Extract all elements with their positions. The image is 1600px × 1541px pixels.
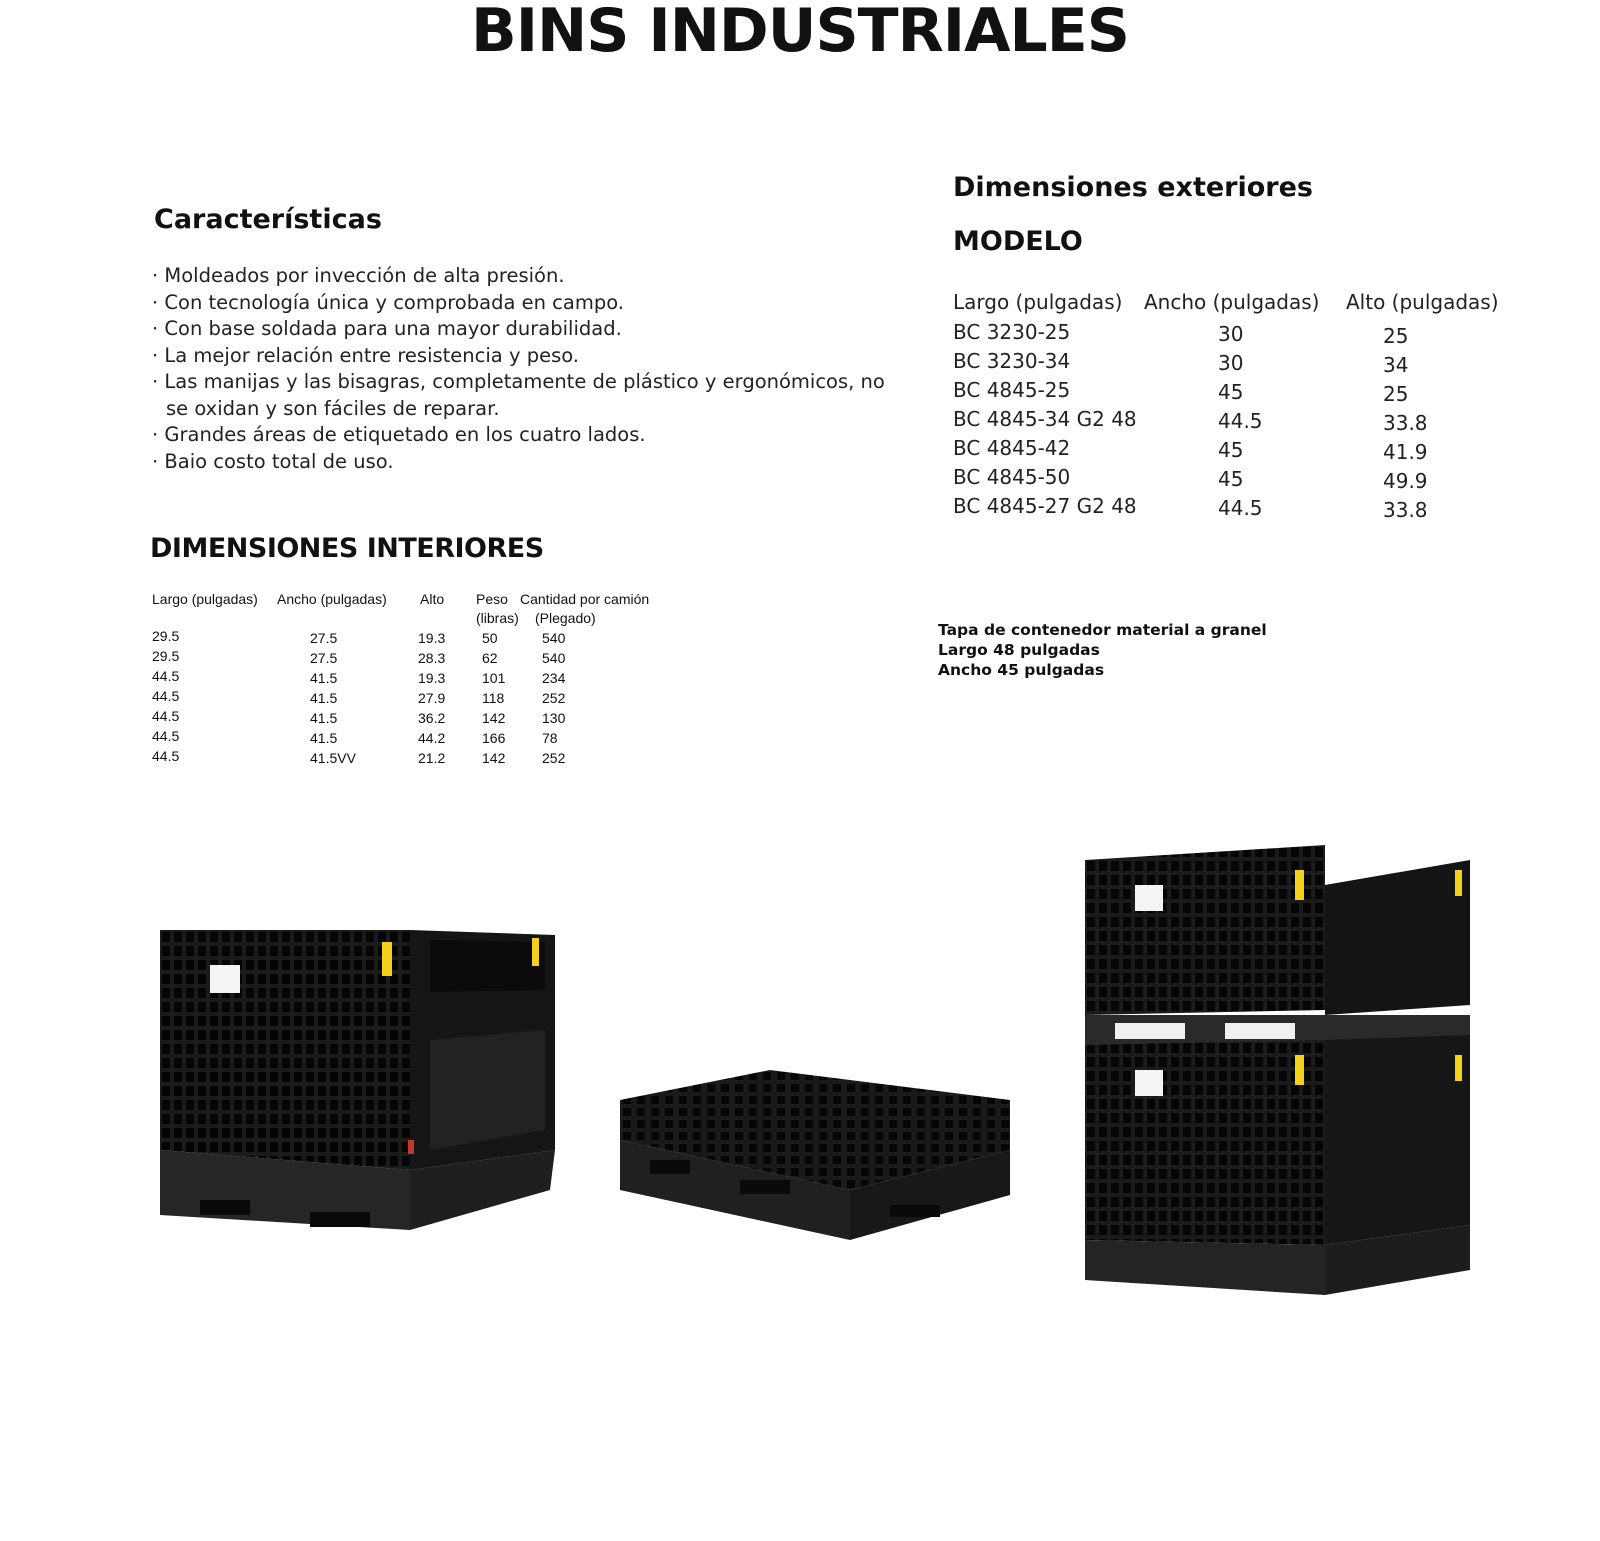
cell-largo: 29.5 [152, 648, 180, 664]
cell-model: BC 4845-25 [953, 378, 1071, 402]
cell-alto: 28.3 [418, 650, 446, 666]
features-list [152, 263, 912, 475]
feature-item: · Con base soldada para una mayor durabilidad. [152, 316, 912, 343]
cell-alto: 33.8 [1383, 498, 1428, 522]
col-header-alto: Alto (pulgadas) [1346, 290, 1499, 314]
feature-item: · La mejor relación entre resistencia y peso. [152, 343, 912, 370]
cell-ancho: 45 [1218, 467, 1244, 491]
cell-largo: 44.5 [152, 668, 180, 684]
feature-item: · Moldeados por invección de alta presión. [152, 263, 912, 290]
col-header-alto: Alto [420, 591, 445, 607]
exterior-dimensions-heading: Dimensiones exteriores [953, 172, 1313, 203]
cell-cantidad: 252 [542, 750, 566, 766]
col-header-cantidad-note: (Plegado) [535, 610, 596, 626]
open-bin-photo [160, 930, 560, 1260]
cell-peso: 101 [482, 670, 506, 686]
interior-dimensions-heading: DIMENSIONES INTERIORES [150, 533, 544, 564]
cell-largo: 44.5 [152, 688, 180, 704]
cell-ancho: 41.5 [310, 690, 338, 706]
cell-alto: 27.9 [418, 690, 446, 706]
cell-peso: 50 [482, 630, 498, 646]
cell-peso: 142 [482, 710, 506, 726]
cell-ancho: 41.5 [310, 730, 338, 746]
col-header-ancho: Ancho (pulgadas) [1144, 290, 1320, 314]
feature-item: · Grandes áreas de etiquetado en los cuatro lados. [152, 422, 912, 449]
col-header-peso: Peso [476, 591, 508, 607]
cell-ancho: 41.5 [310, 670, 338, 686]
cell-peso: 142 [482, 750, 506, 766]
cell-cantidad: 540 [542, 630, 566, 646]
cell-alto: 36.2 [418, 710, 446, 726]
cell-ancho: 44.5 [1218, 496, 1263, 520]
cell-ancho: 45 [1218, 438, 1244, 462]
page-title: BINS INDUSTRIALES [471, 0, 1129, 66]
lid-note-length: Largo 48 pulgadas [938, 641, 1100, 659]
col-header-largo: Largo (pulgadas) [152, 591, 258, 607]
col-header-peso-unit: (libras) [476, 610, 519, 626]
cell-model: BC 4845-27 G2 48 [953, 494, 1137, 518]
cell-model: BC 4845-42 [953, 436, 1071, 460]
cell-peso: 62 [482, 650, 498, 666]
feature-item: · Baio costo total de uso. [152, 449, 912, 476]
model-heading: MODELO [953, 226, 1083, 257]
feature-item: · Con tecnología única y comprobada en campo. [152, 290, 912, 317]
cell-ancho: 30 [1218, 322, 1244, 346]
cell-cantidad: 234 [542, 670, 566, 686]
col-header-ancho: Ancho (pulgadas) [277, 591, 387, 607]
cell-cantidad: 252 [542, 690, 566, 706]
cell-cantidad: 540 [542, 650, 566, 666]
cell-peso: 118 [482, 690, 505, 706]
cell-model: BC 4845-34 G2 48 [953, 407, 1137, 431]
cell-ancho: 45 [1218, 380, 1244, 404]
cell-cantidad: 130 [542, 710, 566, 726]
cell-alto: 33.8 [1383, 411, 1428, 435]
col-header-cantidad: Cantidad por camión [520, 591, 650, 607]
cell-alto: 34 [1383, 353, 1409, 377]
col-header-largo: Largo (pulgadas) [953, 290, 1123, 314]
cell-alto: 41.9 [1383, 440, 1428, 464]
cell-largo: 44.5 [152, 728, 180, 744]
lid-note-title: Tapa de contenedor material a granel [938, 621, 1267, 639]
stacked-bins-photo [1085, 845, 1485, 1305]
feature-item: · Las manijas y las bisagras, completamente de plástico y ergonómicos, no se oxidan y son fáciles de reparar. [152, 369, 912, 422]
cell-alto: 21.2 [418, 750, 446, 766]
cell-ancho: 44.5 [1218, 409, 1263, 433]
cell-ancho: 41.5VV [310, 750, 356, 766]
cell-ancho: 27.5 [310, 650, 338, 666]
cell-ancho: 27.5 [310, 630, 338, 646]
cell-alto: 25 [1383, 382, 1409, 406]
cell-alto: 44.2 [418, 730, 446, 746]
cell-largo: 44.5 [152, 748, 180, 764]
cell-peso: 166 [482, 730, 506, 746]
cell-ancho: 41.5 [310, 710, 338, 726]
cell-ancho: 30 [1218, 351, 1244, 375]
cell-cantidad: 78 [542, 730, 558, 746]
features-heading: Características [154, 204, 382, 235]
cell-model: BC 3230-34 [953, 349, 1071, 373]
cell-alto: 25 [1383, 324, 1409, 348]
cell-alto: 19.3 [418, 670, 446, 686]
lid-note [938, 620, 1267, 680]
lid-note-width: Ancho 45 pulgadas [938, 661, 1105, 679]
cell-largo: 29.5 [152, 628, 180, 644]
folded-bin-photo [620, 1070, 1020, 1270]
cell-alto: 19.3 [418, 630, 446, 646]
cell-alto: 49.9 [1383, 469, 1428, 493]
cell-largo: 44.5 [152, 708, 180, 724]
cell-model: BC 4845-50 [953, 465, 1071, 489]
cell-model: BC 3230-25 [953, 320, 1071, 344]
